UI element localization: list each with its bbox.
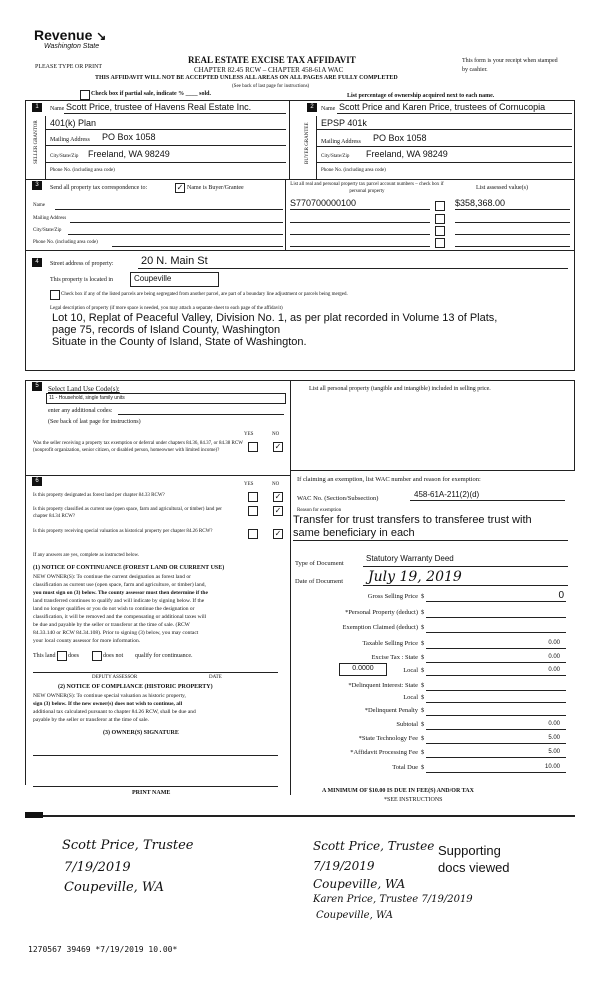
section-5-number: 5: [32, 382, 42, 391]
current-yes-checkbox[interactable]: [248, 506, 258, 516]
forest-no-checkbox[interactable]: [273, 492, 283, 502]
land-does-label: This land: [33, 653, 56, 659]
corr-city-label: City/State/Zip: [33, 228, 62, 233]
partial-sale-label: Check box if partial sale, indicate % ____ sold.: [91, 91, 212, 97]
seller-address-label: Mailing Address: [50, 137, 90, 143]
total-due-label: Total Due: [392, 764, 418, 771]
personal-dollar: $: [421, 609, 425, 616]
seller-city-label: City/State/Zip: [50, 154, 79, 159]
right-place: Coupeville, WA: [313, 877, 406, 891]
buyer-name-label: Name: [321, 106, 336, 112]
does-not-label: does not: [103, 653, 124, 659]
supporting-note-1: Supporting: [438, 843, 501, 858]
local-rate-field[interactable]: [339, 663, 387, 676]
buyer-side-label: BUYER GRANTEE: [305, 122, 310, 164]
assessed-header: List assessed value(s): [476, 185, 528, 191]
corr-address-label: Mailing Address: [33, 216, 67, 221]
additional-codes-label: enter any additional codes:: [48, 408, 113, 414]
local-label: Local: [403, 667, 418, 674]
supporting-note-2: docs viewed: [438, 860, 510, 875]
notice1-line-g: be due and payable by the seller or transferor at the time of sale. (RCW: [33, 622, 190, 628]
current-use-question: Is this property classified as current use (open space, farm and agricultural, or timber) land per chapter 84.34 RCW?: [33, 507, 222, 519]
excise-state-dollar: $: [421, 654, 425, 661]
tech-fee-label: *State Technology Fee: [358, 735, 418, 742]
affidavit-fee-dollar: $: [421, 749, 425, 756]
notice2-line-c: additional tax calculated pursuant to chapter 84.26 RCW, shall be due and: [33, 709, 196, 715]
notice1-line-i: your local county assessor for more information.: [33, 638, 141, 644]
yes-label-6: YES: [244, 482, 254, 487]
seller-address[interactable]: PO Box 1058: [102, 132, 156, 142]
street-label: Street address of property:: [50, 261, 114, 267]
land-use-select[interactable]: [46, 393, 286, 404]
qualify-label: qualify for continuance.: [135, 653, 193, 659]
logo-main: Revenue: [34, 27, 93, 43]
section-3-number: 3: [32, 181, 42, 190]
form-chapter: CHAPTER 82.45 RCW – CHAPTER 458-61A WAC: [194, 66, 344, 74]
same-as-buyer-checkbox[interactable]: [175, 183, 185, 193]
minimum-due: A MINIMUM OF $10.00 IS DUE IN FEE(S) AND/OR TAX: [322, 788, 474, 794]
section-2-number: 2: [307, 103, 317, 112]
land-use-value: 11 - Household, single family units: [49, 395, 125, 401]
right-date: 7/19/2019: [313, 859, 375, 873]
legal-line-1[interactable]: Lot 10, Replat of Peaceful Valley, Division No. 1, as per plat recorded in Volume 13 of Plats,: [52, 312, 498, 324]
exempt-yes-checkbox[interactable]: [248, 442, 258, 452]
please-print: PLEASE TYPE OR PRINT: [35, 64, 103, 70]
total-due-dollar: $: [421, 764, 425, 771]
partial-sale-checkbox[interactable]: [80, 90, 90, 100]
taxable-value[interactable]: 0.00: [548, 640, 560, 646]
doc-type[interactable]: Statutory Warranty Deed: [366, 554, 454, 563]
see-back: (See back of last page for instructions): [232, 84, 310, 89]
buyer-name-line2[interactable]: EPSP 401k: [321, 118, 367, 128]
wac-label: WAC No. (Section/Subsection): [297, 495, 379, 502]
check-icon: ✓: [274, 529, 282, 538]
subtotal-label: Subtotal: [396, 721, 418, 728]
does-not-checkbox[interactable]: [92, 651, 102, 661]
affidavit-fee-value[interactable]: 5.00: [548, 749, 560, 755]
seller-name[interactable]: Scott Price, trustee of Havens Real Estate Inc.: [66, 102, 252, 112]
local-rate-value: 0.0000: [352, 665, 374, 672]
check-icon: ✓: [274, 442, 282, 451]
notice1-line-f: classification, it will be removed and the compensating or additional taxes will: [33, 614, 207, 620]
taxable-dollar: $: [421, 640, 425, 647]
tech-fee-dollar: $: [421, 735, 425, 742]
delinquent-penalty-label: *Delinquent Penalty: [364, 707, 418, 714]
wac-number[interactable]: 458-61A-211(2)(d): [414, 490, 480, 499]
personal-property-checkbox-2[interactable]: [435, 214, 445, 224]
owner-signature-label: (3) OWNER(S) SIGNATURE: [103, 730, 179, 736]
local2-label: Local: [403, 694, 418, 701]
assessed-value[interactable]: $358,368.00: [455, 198, 506, 208]
reason-label: Reason for exemption: [297, 508, 342, 513]
legal-label: Legal description of property (if more space is needed, you may attach a separate sheet to each page of the affidavit): [50, 306, 283, 311]
seller-side-label: SELLER GRANTOR: [34, 120, 39, 164]
reason-line-1[interactable]: Transfer for trust transfers to transferee trust with: [293, 514, 532, 526]
land-use-label: Select Land Use Code(s):: [48, 385, 120, 393]
seller-phone-label: Phone No. (including area code): [50, 168, 115, 173]
delinquent-penalty-dollar: $: [421, 707, 425, 714]
affidavit-fee-label: *Affidavit Processing Fee: [350, 749, 418, 756]
notice1-line-a: NEW OWNER(S): To continue the current designation as forest land or: [33, 574, 191, 580]
exempt-no-checkbox[interactable]: [273, 442, 283, 452]
current-no-checkbox[interactable]: [273, 506, 283, 516]
receipt-stamp: 1270567 39469 *7/19/2019 10.00*: [28, 945, 178, 954]
forest-question: Is this property designated as forest land per chapter 84.33 RCW?: [33, 493, 165, 498]
corr-phone-label: Phone No. (including area code): [33, 240, 98, 245]
form-title: REAL ESTATE EXCISE TAX AFFIDAVIT: [188, 55, 356, 65]
deputy-date-label: DATE: [209, 675, 222, 680]
doc-date[interactable]: July 19, 2019: [368, 569, 462, 585]
personal-deduct-label: *Personal Property (deduct): [345, 609, 418, 616]
logo-sub: Washington State: [44, 43, 100, 50]
seller-name-label: Name: [50, 106, 65, 112]
forest-yes-checkbox[interactable]: [248, 492, 258, 502]
right-place-2: Coupeville, WA: [316, 910, 393, 921]
notice1-title: (1) NOTICE OF CONTINUANCE (FOREST LAND OR CURRENT USE): [33, 565, 225, 571]
legal-line-2[interactable]: page 75, records of Island County, Washington: [52, 324, 281, 336]
corr-name-label: Name: [33, 203, 45, 208]
if-any-yes: If any answers are yes, complete as instructed below.: [33, 553, 140, 558]
reason-line-2[interactable]: same beneficiary in each: [293, 527, 415, 539]
gross-dollar: $: [421, 593, 425, 600]
historic-yes-checkbox[interactable]: [248, 529, 258, 539]
gross-label: Gross Selling Price: [367, 593, 418, 600]
exemption-question: Was the seller receiving a property tax exemption or deferral under chapters 84.36, 84.37, or 84.38 RCW (nonprofit organization, senior citizen, or disabled person, homeowner with limited income)?: [33, 441, 243, 453]
warning: THIS AFFIDAVIT WILL NOT BE ACCEPTED UNLESS ALL AREAS ON ALL PAGES ARE FULLY COMPLETED: [95, 75, 398, 81]
no-label-6: NO: [272, 482, 280, 487]
bottom-corner-mark: [25, 812, 43, 818]
street-address[interactable]: 20 N. Main St: [141, 255, 208, 267]
local2-dollar: $: [421, 694, 425, 701]
send-correspondence-label: Send all property tax correspondence to:: [50, 185, 148, 191]
legal-line-3[interactable]: Situate in the County of Island, State of Washington.: [52, 336, 307, 348]
check-icon: ✓: [274, 506, 282, 515]
deputy-assessor-label: DEPUTY ASSESSOR: [92, 675, 138, 680]
local-value[interactable]: 0.00: [548, 667, 560, 673]
segregated-label: Check box if any of the listed parcels are being segregated from another parcel, are part of a boundary line adjustment or parcels being merged.: [61, 292, 348, 297]
segregated-checkbox[interactable]: [50, 290, 60, 300]
notice2-line-d: payable by the seller or transferor at the time of sale.: [33, 717, 149, 723]
personal-property-checkbox-4[interactable]: [435, 238, 445, 248]
section-6-number: 6: [32, 477, 42, 486]
tech-fee-value[interactable]: 5.00: [548, 735, 560, 741]
section-4-number: 4: [32, 258, 42, 267]
personal-property-checkbox-3[interactable]: [435, 226, 445, 236]
located-select[interactable]: [130, 272, 219, 287]
left-place: Coupeville, WA: [64, 880, 165, 895]
seller-name-line2[interactable]: 401(k) Plan: [50, 118, 97, 128]
does-label: does: [68, 653, 79, 659]
same-as-buyer-label: Name is Buyer/Grantee: [187, 185, 244, 191]
notice1-line-b: classification as current use (open space, farm and agriculture, or timber) land,: [33, 582, 206, 588]
exemption-dollar: $: [421, 624, 425, 631]
located-value: Coupeville: [134, 274, 172, 283]
personal-property-label: List all personal property (tangible and intangible) included in selling price.: [309, 386, 491, 392]
buyer-address-label: Mailing Address: [321, 139, 361, 145]
buyer-city-label: City/State/Zip: [321, 154, 350, 159]
gross-value[interactable]: 0: [558, 590, 564, 601]
buyer-phone-label: Phone No. (including area code): [321, 168, 386, 173]
buyer-city[interactable]: Freeland, WA 98249: [366, 149, 448, 159]
left-date: 7/19/2019: [64, 860, 131, 875]
seller-city[interactable]: Freeland, WA 98249: [88, 149, 170, 159]
no-label-5: NO: [272, 432, 280, 437]
check-icon: ✓: [176, 183, 184, 192]
local-dollar: $: [421, 667, 425, 674]
left-signature: Scott Price, Trustee: [62, 838, 194, 853]
parcel-header: List all real and personal property tax parcel account numbers – check box if personal property: [290, 182, 444, 194]
section5-see-back: (See back of last page for instructions): [48, 419, 141, 425]
logo-swoosh-icon: ↘: [96, 29, 107, 43]
right-signature: Scott Price, Trustee: [313, 839, 435, 853]
print-name-label: PRINT NAME: [132, 790, 171, 796]
notice1-line-d: land transferred continues to qualify and will indicate by signing below. If the: [33, 598, 205, 604]
located-label: This property is located in: [50, 277, 113, 283]
total-due-value[interactable]: 10.00: [544, 764, 560, 770]
doc-date-label: Date of Document: [295, 578, 344, 585]
buyer-address[interactable]: PO Box 1058: [373, 133, 427, 143]
subtotal-value[interactable]: 0.00: [548, 721, 560, 727]
check-icon: ✓: [274, 492, 282, 501]
receipt-note: This form is your receipt when stamped by cashier.: [462, 58, 558, 73]
yes-label-5: YES: [244, 432, 254, 437]
historic-no-checkbox[interactable]: [273, 529, 283, 539]
exemption-label: If claiming an exemption, list WAC number and reason for exemption:: [297, 476, 481, 483]
notice2-line-a: NEW OWNER(S): To continue special valuation as historic property,: [33, 693, 186, 699]
excise-state-value[interactable]: 0.00: [548, 654, 560, 660]
notice1-line-c: you must sign on (3) below. The county assessor must then determine if the: [33, 590, 208, 596]
notice1-line-e: land no longer qualifies or you do not wish to continue the designation or: [33, 606, 195, 612]
notice2-title: (2) NOTICE OF COMPLIANCE (HISTORIC PROPERTY): [58, 684, 213, 690]
list-percentage: List percentage of ownership acquired next to each name.: [347, 93, 495, 99]
does-checkbox[interactable]: [57, 651, 67, 661]
exemption-claimed-label: Exemption Claimed (deduct): [342, 624, 418, 631]
delinquent-interest-label: *Delinquent Interest: State: [348, 682, 418, 689]
doc-type-label: Type of Document: [295, 560, 344, 567]
personal-property-checkbox-1[interactable]: [435, 201, 445, 211]
historic-question: Is this property receiving special valuation as historical property per chapter 84.26 RCW?: [33, 529, 213, 534]
right-signature-2: Karen Price, Trustee 7/19/2019: [313, 894, 473, 905]
buyer-name[interactable]: Scott Price and Karen Price, trustees of Cornucopia: [339, 102, 546, 112]
notice1-line-h: 84.33.140 or RCW 84.34.108). Prior to signing (3) below, you may contact: [33, 630, 199, 636]
subtotal-dollar: $: [421, 721, 425, 728]
delinquent-interest-dollar: $: [421, 682, 425, 689]
taxable-label: Taxable Selling Price: [362, 640, 418, 647]
parcel-number[interactable]: S770700000100: [290, 198, 357, 208]
logo: [34, 27, 106, 43]
section-1-number: 1: [32, 103, 42, 112]
excise-state-label: Excise Tax : State: [371, 654, 418, 661]
see-instructions: *SEE INSTRUCTIONS: [384, 797, 443, 803]
notice2-line-b: sign (3) below. If the new owner(s) does not wish to continue, all: [33, 701, 183, 707]
